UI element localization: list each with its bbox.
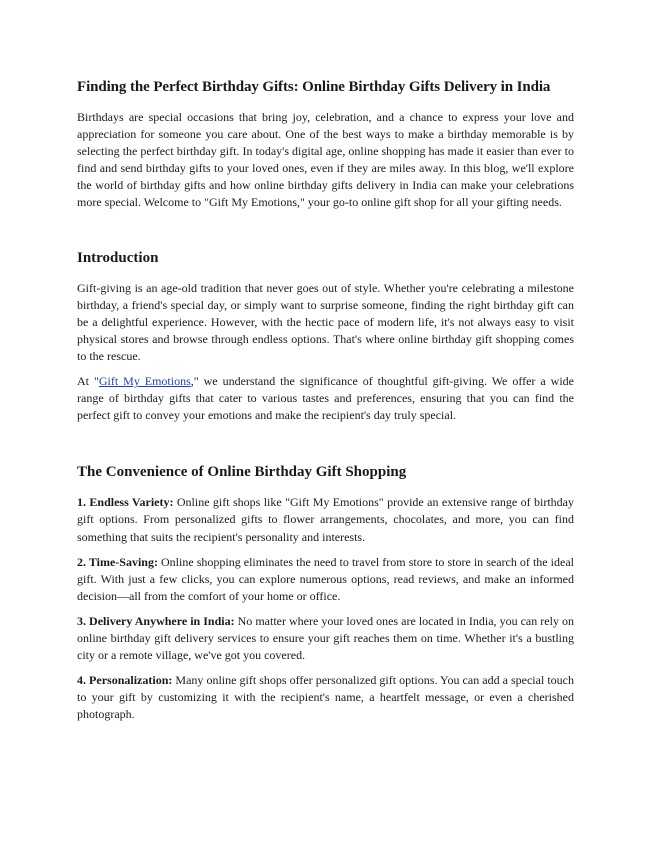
introduction-heading: Introduction <box>77 249 159 266</box>
convenience-heading: The Convenience of Online Birthday Gift Shopping <box>77 464 407 481</box>
list-item <box>77 613 574 664</box>
paragraph-2-prefix: At " <box>77 374 99 389</box>
list-item-label: 3. Delivery Anywhere in India: <box>77 613 235 628</box>
list-item <box>77 494 574 545</box>
list-item-label: 1. Endless Variety: <box>77 495 174 510</box>
document-page <box>77 77 574 723</box>
introduction-paragraph-1: Gift-giving is an age-old tradition that never goes out of style. Whether you're celebrating a milestone birthday, a friend's special day, or simply want to surprise someone, finding the right birthday gift can be a delightful experience. However, with the hectic pace of modern life, it's not always easy to visit physical stores and browse through endless options. That's where online birthday gift shopping comes to the rescue. <box>77 280 574 363</box>
page-title: Finding the Perfect Birthday Gifts: Online Birthday Gifts Delivery in India <box>77 79 551 95</box>
list-item-label: 2. Time-Saving: <box>77 554 158 569</box>
intro-paragraph: Birthdays are special occasions that bring joy, celebration, and a chance to express your love and appreciation for someone you care about. One of the best ways to make a birthday memorable is by selecting the perfect birthday gift. In today's digital age, online shopping has made it easier than ever to find and send birthday gifts to your loved ones, even if they are miles away. In this blog, we'll explore the world of birthday gifts and how online birthday gifts delivery in India can make your celebrations more special. Welcome to "Gift My Emotions," your go-to online gift shop for all your gifting needs. <box>77 110 574 210</box>
list-item <box>77 672 574 723</box>
list-item-text: No matter where your loved ones are located in India, you can rely on online birthday gift delivery services to ensure your gift reaches them on time. Whether it's a bustling city or a remote village, we've got you covered. <box>77 613 574 663</box>
list-item-text: Online gift shops like "Gift My Emotions" provide an extensive range of birthday gift options. From personalized gifts to flower arrangements, chocolates, and more, you can find something that suits the recipient's personality and interests. <box>77 495 574 544</box>
list-item-label: 4. Personalization: <box>77 673 173 688</box>
list-item <box>77 554 574 605</box>
list-item-text: Online shopping eliminates the need to travel from store to store in search of the ideal gift. With just a few clicks, you can explore numerous options, read reviews, and make an informed decision—all from the comfort of your home or office. <box>77 554 574 603</box>
paragraph-2-suffix: ," we understand the significance of thoughtful gift-giving. We offer a wide range of birthday gifts that cater to various tastes and preferences, ensuring that you can find the perfect gift to convey your emotions and make the recipient's day truly special. <box>77 374 574 423</box>
gift-my-emotions-link[interactable]: Gift My Emotions <box>98 374 191 389</box>
list-item-text: Many online gift shops offer personalized gift options. You can add a special touch to your gift by customizing it with the recipient's name, a heartfelt message, or even a cherished photograph. <box>77 673 574 722</box>
introduction-paragraph-2 <box>77 373 574 424</box>
